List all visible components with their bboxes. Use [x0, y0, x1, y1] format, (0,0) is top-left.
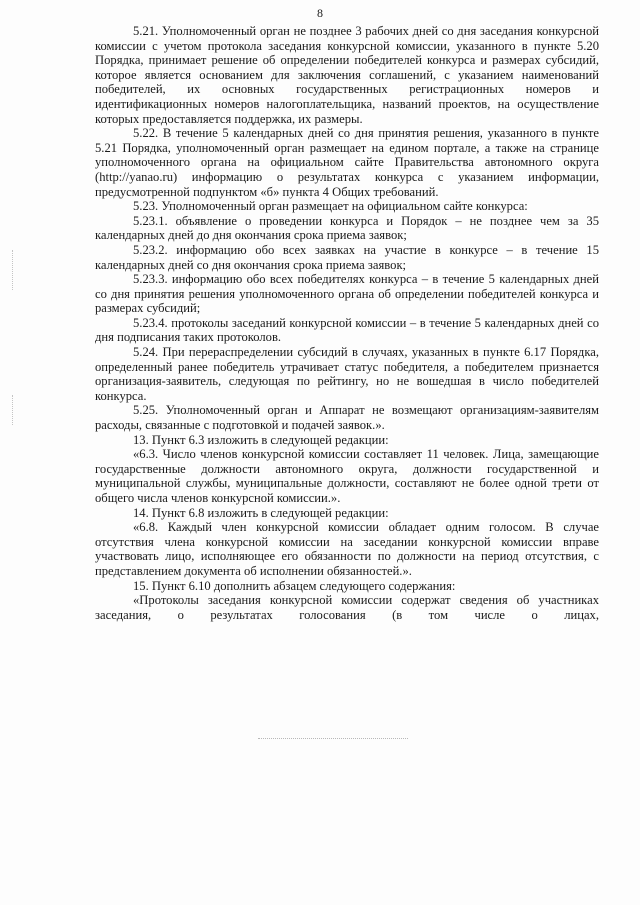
paragraph-item-15: 15. Пункт 6.10 дополнить абзацем следующего содержания: [133, 578, 456, 593]
scan-edge-mark [12, 250, 15, 290]
page-number: 8 [317, 6, 323, 20]
paragraph-5-21: 5.21. Уполномоченный орган не позднее 3 рабочих дней со дня заседания конкурсной комиссии с учетом протокола заседания конкурсной комиссии, указанного в пункте 5.20 Порядка, принимает решение об определении победителей конкурса и размерах субсидий, которое является основанием для заключения соглашений, с указанием наименований победителей, их основных государственных регистрационных номеров и идентификационных номеров налогоплательщика, названий проектов, на осуществление которых предоставляется поддержка, их размеры. [95, 24, 599, 126]
paragraph-5-22: 5.22. В течение 5 календарных дней со дня принятия решения, указанного в пункте 5.21 Порядка, уполномоченный орган размещает на едином портале, а также на странице уполномоченного органа на официальном сайте Правительства автономного округа (http://yanao.ru) информацию о результатах конкурса с указанием информации, предусмотренной подпунктом «б» пункта 4 Общих требований. [95, 126, 599, 199]
paragraph-5-23: 5.23. Уполномоченный орган размещает на официальном сайте конкурса: [133, 199, 528, 214]
document-body [95, 24, 599, 622]
paragraph-5-23-3: 5.23.3. информацию обо всех победителях конкурса – в течение 5 календарных дней со дня принятия решения уполномоченного органа об определении победителей конкурса и размерах субсидий; [95, 272, 599, 316]
scan-dot-line [258, 738, 408, 739]
paragraph-6-8: «6.8. Каждый член конкурсной комиссии обладает одним голосом. В случае отсутствия члена конкурсной комиссии на заседании конкурсной комиссии вправе участвовать лицо, исполняющее его обязанности по должности на период отсутствия, с представлением документа об исполнении обязанностей.». [95, 520, 599, 578]
scan-edge-mark [12, 395, 15, 425]
paragraph-6-3: «6.3. Число членов конкурсной комиссии составляет 11 человек. Лица, замещающие государственные должности автономного округа, должности государственной и муниципальной службы, муниципальные должности, составляют не более одной трети от общего числа членов конкурсной комиссии.». [95, 447, 599, 505]
paragraph-5-23-2: 5.23.2. информацию обо всех заявках на участие в конкурсе – в течение 15 календарных дней со дня окончания срока приема заявок; [95, 242, 599, 272]
paragraph-item-13: 13. Пункт 6.3 изложить в следующей редакции: [133, 432, 389, 447]
paragraph-5-24: 5.24. При перераспределении субсидий в случаях, указанных в пункте 6.17 Порядка, определенный ранее победитель утрачивает статус победителя, а победителем признается организация-заявитель, следующая по рейтингу, но не вошедшая в число победителей конкурса. [95, 345, 599, 403]
paragraph-5-23-1: 5.23.1. объявление о проведении конкурса и Порядок – не позднее чем за 35 календарных дней до дня окончания срока приема заявок; [95, 213, 599, 243]
paragraph-5-23-4: 5.23.4. протоколы заседаний конкурсной комиссии – в течение 5 календарных дней со дня подписания таких протоколов. [95, 315, 599, 345]
paragraph-5-25: 5.25. Уполномоченный орган и Аппарат не возмещают организациям-заявителям расходы, связанные с подготовкой и подачей заявок.». [95, 403, 599, 433]
paragraph-6-10-protocols: «Протоколы заседания конкурсной комиссии содержат сведения об участниках заседания, о результатах голосования (в том числе о лицах, [95, 593, 599, 622]
paragraph-item-14: 14. Пункт 6.8 изложить в следующей редакции: [133, 505, 389, 520]
